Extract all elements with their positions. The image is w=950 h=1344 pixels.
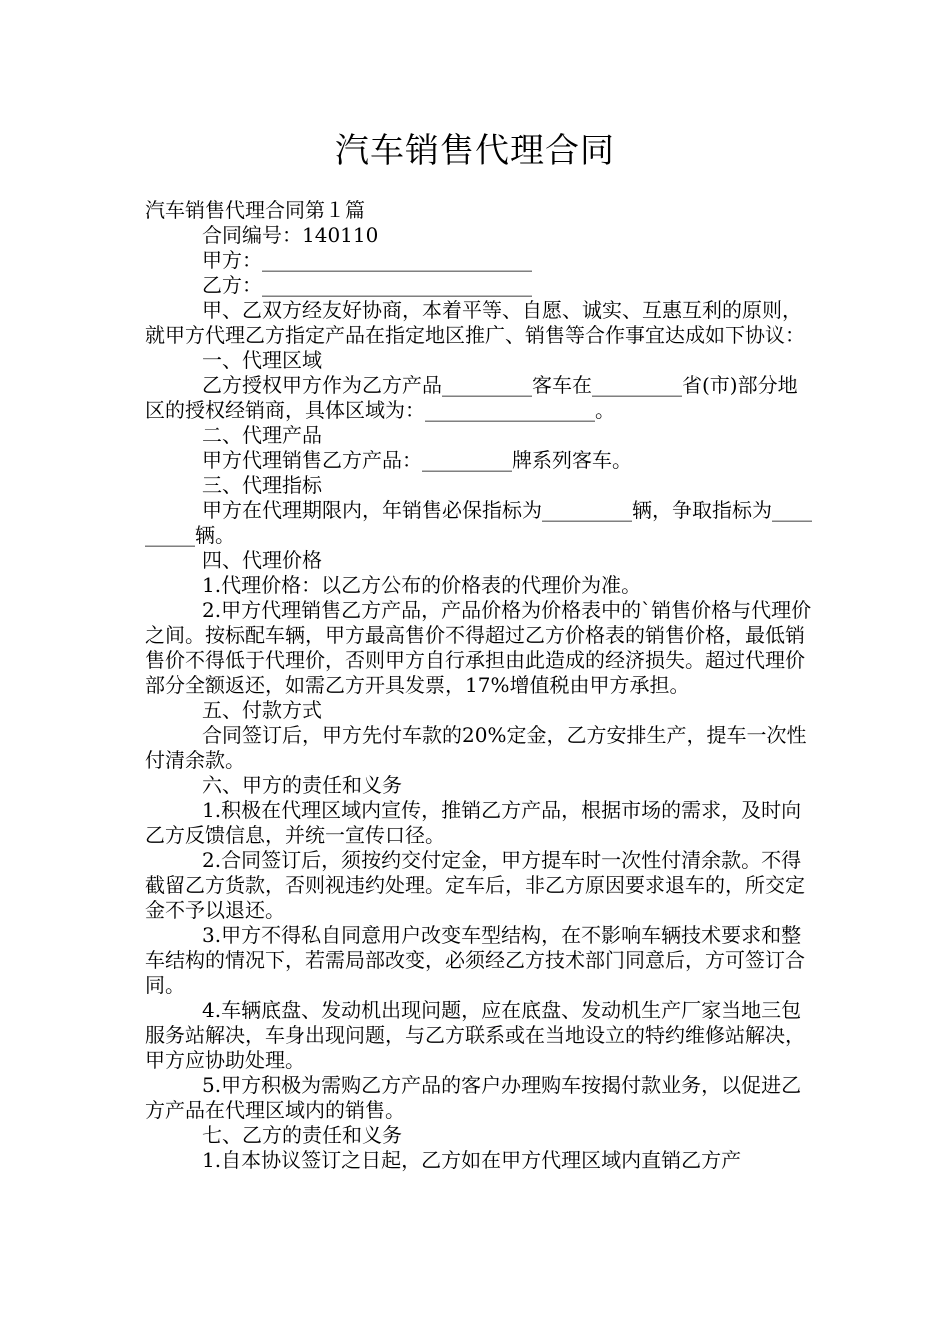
body-paragraph: 合同签订后，甲方先付车款的20%定金，乙方安排生产，提车一次性付清余款。 [145, 723, 807, 772]
section-heading: 五、付款方式 [202, 698, 322, 722]
section-heading: 三、代理指标 [202, 473, 322, 497]
section-heading: 七、乙方的责任和义务 [202, 1123, 402, 1147]
body-paragraph: 乙方授权甲方作为乙方产品_________客车在_________省(市)部分地区的授权经销商，具体区域为：_________________。 [145, 373, 798, 422]
body-paragraph: 3.甲方不得私自同意用户改变车型结构，在不影响车辆技术要求和整车结构的情况下，若需局部改变，必须经乙方技术部门同意后，方可签订合同。 [145, 923, 805, 997]
body-paragraph: 1.代理价格：以乙方公布的价格表的代理价为准。 [202, 573, 642, 597]
body-paragraph: 2.合同签订后，须按约交付定金，甲方提车时一次性付清余款。不得截留乙方货款，否则视违约处理。定车后，非乙方原因要求退车的，所交定金不予以退还。 [145, 848, 805, 922]
party-b-line: 乙方：___________________________ [202, 273, 532, 297]
body-paragraph: 1.积极在代理区域内宣传，推销乙方产品，根据市场的需求，及时向乙方反馈信息，并统一宣传口径。 [145, 798, 802, 847]
body-paragraph: 1.自本协议签订之日起，乙方如在甲方代理区域内直销乙方产 [202, 1148, 742, 1172]
preamble-paragraph: 甲、乙双方经友好协商，本着平等、自愿、诚实、互惠互利的原则，就甲方代理乙方指定产品在指定地区推广、销售等合作事宜达成如下协议： [145, 298, 805, 347]
section-subtitle: 汽车销售代理合同第１篇 [145, 198, 365, 222]
body-paragraph: 2.甲方代理销售乙方产品，产品价格为价格表中的`销售价格与代理价之间。按标配车辆，甲方最高售价不得超过乙方价格表的销售价格，最低销售价不得低于代理价，否则甲方自行承担由此造成的经济损失。超过代理价部分全额返还，如需乙方开具发票，17%增值税由甲方承担。 [145, 598, 812, 697]
contract-number: 合同编号：140110 [202, 223, 379, 247]
section-heading: 一、代理区域 [202, 348, 322, 372]
section-heading: 二、代理产品 [202, 423, 322, 447]
document-title: 汽车销售代理合同 [335, 131, 615, 171]
body-paragraph: 甲方在代理期限内，年销售必保指标为_________辆，争取指标为_________辆。 [145, 498, 812, 547]
section-heading: 四、代理价格 [202, 548, 322, 572]
party-a-line: 甲方：___________________________ [202, 248, 532, 272]
body-paragraph: 甲方代理销售乙方产品：_________牌系列客车。 [202, 448, 632, 472]
body-paragraph: 5.甲方积极为需购乙方产品的客户办理购车按揭付款业务，以促进乙方产品在代理区域内的销售。 [145, 1073, 802, 1122]
section-heading: 六、甲方的责任和义务 [202, 773, 402, 797]
document-body [145, 198, 815, 1173]
body-paragraph: 4.车辆底盘、发动机出现问题，应在底盘、发动机生产厂家当地三包服务站解决，车身出现问题，与乙方联系或在当地设立的特约维修站解决，甲方应协助处理。 [145, 998, 805, 1072]
